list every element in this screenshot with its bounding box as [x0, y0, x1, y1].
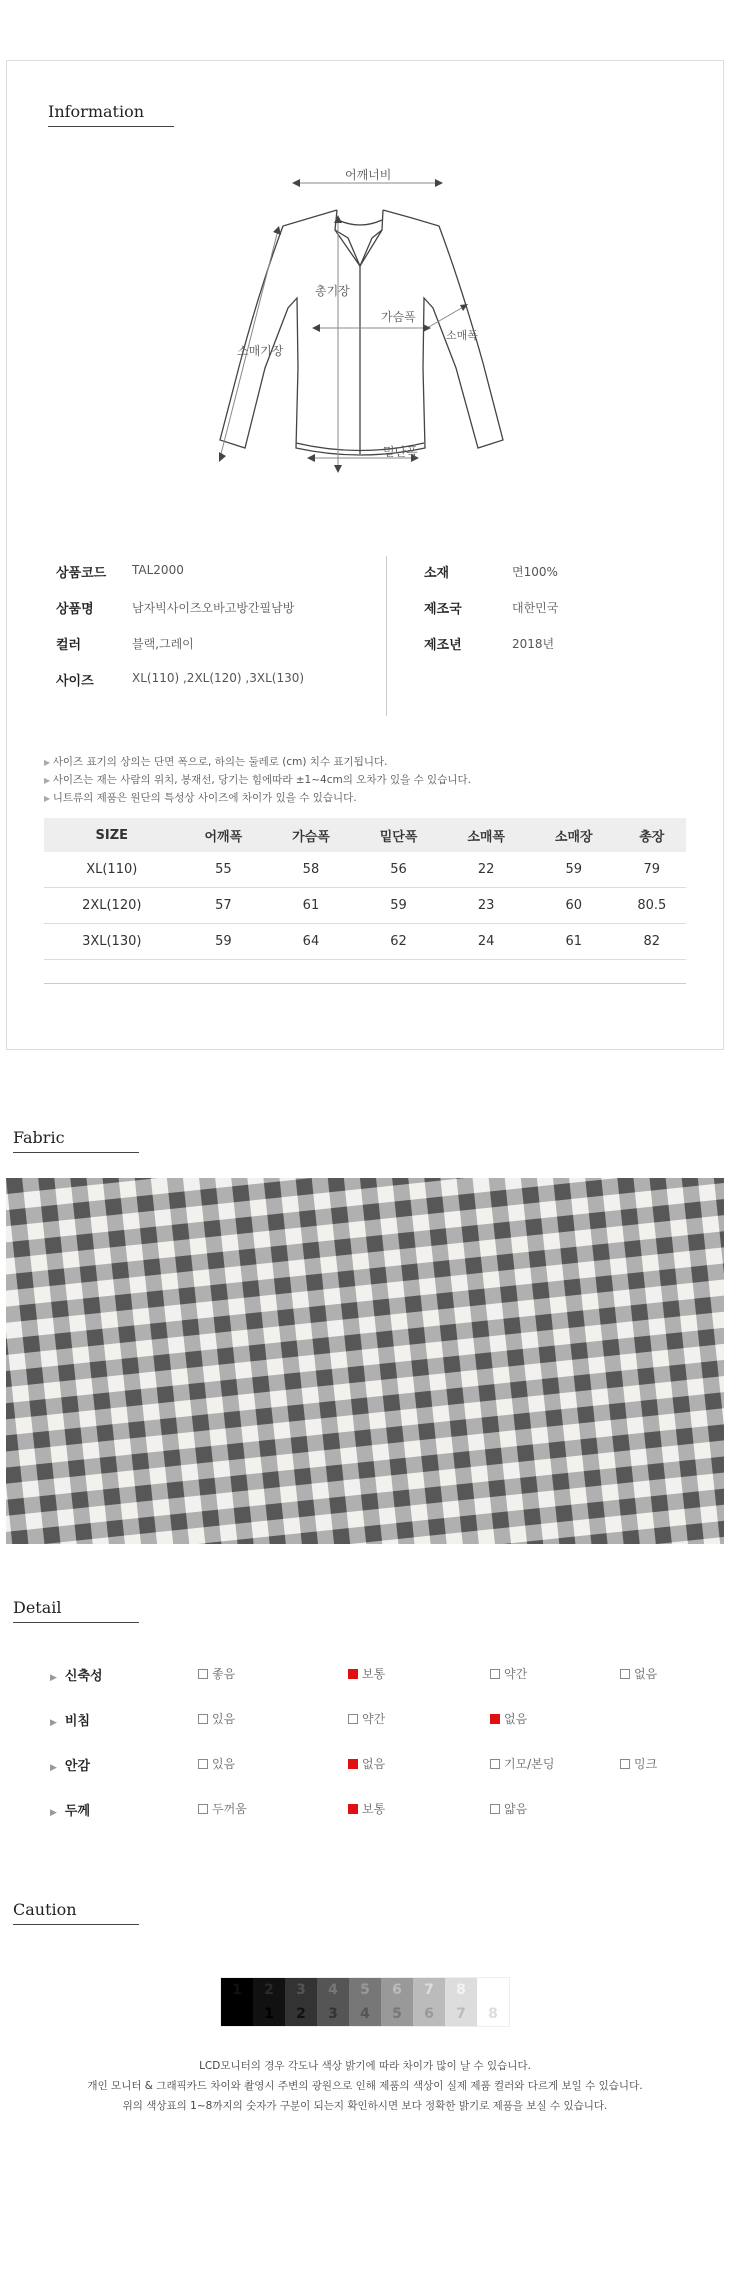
table-cell: 61	[267, 888, 355, 924]
swatch-cell: 7	[413, 1978, 445, 2002]
spec-value-material: 면100%	[512, 565, 558, 579]
shoulder-label: 어깨너비	[345, 168, 392, 182]
detail-option: 없음	[348, 1755, 385, 1772]
swatch-cell: 5	[349, 1978, 381, 2002]
spec-label-name: 상품명	[56, 602, 94, 617]
size-note: ▶ 사이즈 표기의 상의는 단면 폭으로, 하의는 둘레로 (cm) 치수 표기됩니다.	[44, 754, 387, 769]
swatch-cell: 3	[285, 1978, 317, 2002]
spec-label-year: 제조년	[424, 638, 462, 653]
table-cell: 57	[180, 888, 268, 924]
caution-text: 위의 색상표의 1~8까지의 숫자가 구분이 되는지 확인하시면 보다 정확한 밝기로 제품을 보실 수 있습니다.	[122, 2100, 608, 2112]
detail-label-sheer: ▶ 비침	[50, 1710, 90, 1729]
table-cell: 2XL(120)	[44, 888, 180, 924]
col-header: 가슴폭	[267, 818, 355, 852]
total-length-label: 총기장	[315, 284, 350, 298]
table-cell: 59	[530, 852, 618, 888]
detail-underline	[13, 1622, 139, 1623]
table-cell: 55	[180, 852, 268, 888]
fabric-underline	[13, 1152, 139, 1153]
spec-value-country: 대한민국	[512, 601, 559, 615]
table-cell: 61	[530, 924, 618, 960]
table-cell: XL(110)	[44, 852, 180, 888]
detail-option: 두꺼움	[198, 1800, 247, 1817]
swatch-cell	[221, 2002, 253, 2026]
checkbox-icon	[490, 1669, 500, 1679]
sleeve-width-label: 소매폭	[446, 329, 478, 342]
spec-label-color: 컬러	[56, 638, 82, 653]
caution-text: 개인 모니터 & 그래픽카드 차이와 촬영시 주변의 광원으로 인해 제품의 색상이 실제 제품 컬러와 다르게 보일 수 있습니다.	[87, 2080, 643, 2092]
col-header: 어깨폭	[180, 818, 268, 852]
spec-label-country: 제조국	[424, 602, 462, 617]
checkbox-checked-icon	[348, 1804, 358, 1814]
size-table	[44, 818, 686, 960]
checkbox-checked-icon	[490, 1714, 500, 1724]
swatch-cell: 3	[317, 2002, 349, 2026]
fabric-title: Fabric	[13, 1128, 65, 1147]
detail-option: 없음	[490, 1710, 527, 1727]
spec-value-color: 블랙,그레이	[132, 637, 194, 651]
checkbox-icon	[198, 1669, 208, 1679]
col-header: 소매장	[530, 818, 618, 852]
swatch-cell: 7	[445, 2002, 477, 2026]
swatch-cell: 6	[381, 1978, 413, 2002]
detail-option: 좋음	[198, 1665, 235, 1682]
col-header: 밑단폭	[355, 818, 443, 852]
detail-option: 밍크	[620, 1755, 657, 1772]
fabric-photo	[6, 1178, 724, 1544]
spec-label-code: 상품코드	[56, 566, 107, 581]
spec-value-size: XL(110) ,2XL(120) ,3XL(130)	[132, 671, 305, 685]
table-cell: 60	[530, 888, 618, 924]
table-row	[44, 924, 686, 960]
spec-value-year: 2018년	[512, 637, 555, 651]
checkbox-icon	[198, 1759, 208, 1769]
spec-divider	[386, 556, 387, 716]
table-cell: 23	[442, 888, 530, 924]
information-underline	[48, 126, 174, 127]
spec-label-size: 사이즈	[56, 674, 94, 689]
swatch-cell: 8	[445, 1978, 477, 2002]
brightness-swatch-chart	[220, 1977, 510, 2027]
table-cell: 22	[442, 852, 530, 888]
table-row	[44, 888, 686, 924]
table-cell: 82	[618, 924, 686, 960]
col-header: 총장	[618, 818, 686, 852]
table-cell: 80.5	[618, 888, 686, 924]
spec-value-name: 남자빅사이즈오바고방간필남방	[132, 601, 295, 615]
detail-label-stretch: ▶ 신축성	[50, 1665, 103, 1684]
table-cell: 59	[180, 924, 268, 960]
table-cell: 58	[267, 852, 355, 888]
detail-title: Detail	[13, 1598, 62, 1617]
swatch-cell: 5	[381, 2002, 413, 2026]
checkbox-icon	[198, 1804, 208, 1814]
detail-option: 약간	[490, 1665, 527, 1682]
detail-option: 보통	[348, 1665, 385, 1682]
swatch-cell	[477, 1978, 509, 2002]
size-note: ▶ 니트류의 제품은 원단의 특성상 사이즈에 차이가 있을 수 있습니다.	[44, 790, 357, 805]
detail-label-thickness: ▶ 두께	[50, 1800, 90, 1819]
size-note: ▶ 사이즈는 재는 사람의 위치, 봉재선, 당기는 힘에따라 ±1~4cm의 오차가 있을 수 있습니다.	[44, 772, 471, 787]
detail-option: 없음	[620, 1665, 657, 1682]
detail-option: 약간	[348, 1710, 385, 1727]
swatch-cell: 6	[413, 2002, 445, 2026]
table-row	[44, 852, 686, 888]
spec-label-material: 소재	[424, 566, 450, 581]
table-cell: 79	[618, 852, 686, 888]
detail-option: 있음	[198, 1710, 235, 1727]
caution-text: LCD모니터의 경우 각도나 색상 밝기에 따라 차이가 많이 날 수 있습니다.	[199, 2060, 531, 2072]
detail-option: 보통	[348, 1800, 385, 1817]
swatch-cell: 8	[477, 2002, 509, 2026]
checkbox-icon	[620, 1759, 630, 1769]
checkbox-checked-icon	[348, 1759, 358, 1769]
checkbox-checked-icon	[348, 1669, 358, 1679]
hem-label: 밑단폭	[383, 445, 418, 459]
swatch-cell: 1	[253, 2002, 285, 2026]
swatch-cell: 1	[221, 1978, 253, 2002]
table-cell: 64	[267, 924, 355, 960]
detail-option: 얇음	[490, 1800, 527, 1817]
chest-label: 가슴폭	[381, 310, 416, 324]
checkbox-icon	[490, 1759, 500, 1769]
col-header: SIZE	[44, 818, 180, 852]
checkbox-icon	[348, 1714, 358, 1724]
swatch-cell: 2	[285, 2002, 317, 2026]
shirt-measure-diagram	[200, 158, 530, 498]
detail-option: 기모/본딩	[490, 1755, 554, 1772]
table-cell: 56	[355, 852, 443, 888]
sleeve-length-label: 소매기장	[237, 344, 284, 358]
detail-label-lining: ▶ 안감	[50, 1755, 90, 1774]
table-cell: 62	[355, 924, 443, 960]
swatch-cell: 2	[253, 1978, 285, 2002]
table-bottom-divider	[44, 983, 686, 984]
col-header: 소매폭	[442, 818, 530, 852]
swatch-cell: 4	[317, 1978, 349, 2002]
checkbox-icon	[490, 1804, 500, 1814]
caution-underline	[13, 1924, 139, 1925]
caution-title: Caution	[13, 1900, 77, 1919]
size-table-header	[44, 818, 686, 852]
checkbox-icon	[198, 1714, 208, 1724]
table-cell: 3XL(130)	[44, 924, 180, 960]
swatch-cell: 4	[349, 2002, 381, 2026]
detail-option: 있음	[198, 1755, 235, 1772]
table-cell: 24	[442, 924, 530, 960]
information-title: Information	[48, 102, 145, 121]
checkbox-icon	[620, 1669, 630, 1679]
spec-value-code: TAL2000	[132, 563, 184, 577]
table-cell: 59	[355, 888, 443, 924]
